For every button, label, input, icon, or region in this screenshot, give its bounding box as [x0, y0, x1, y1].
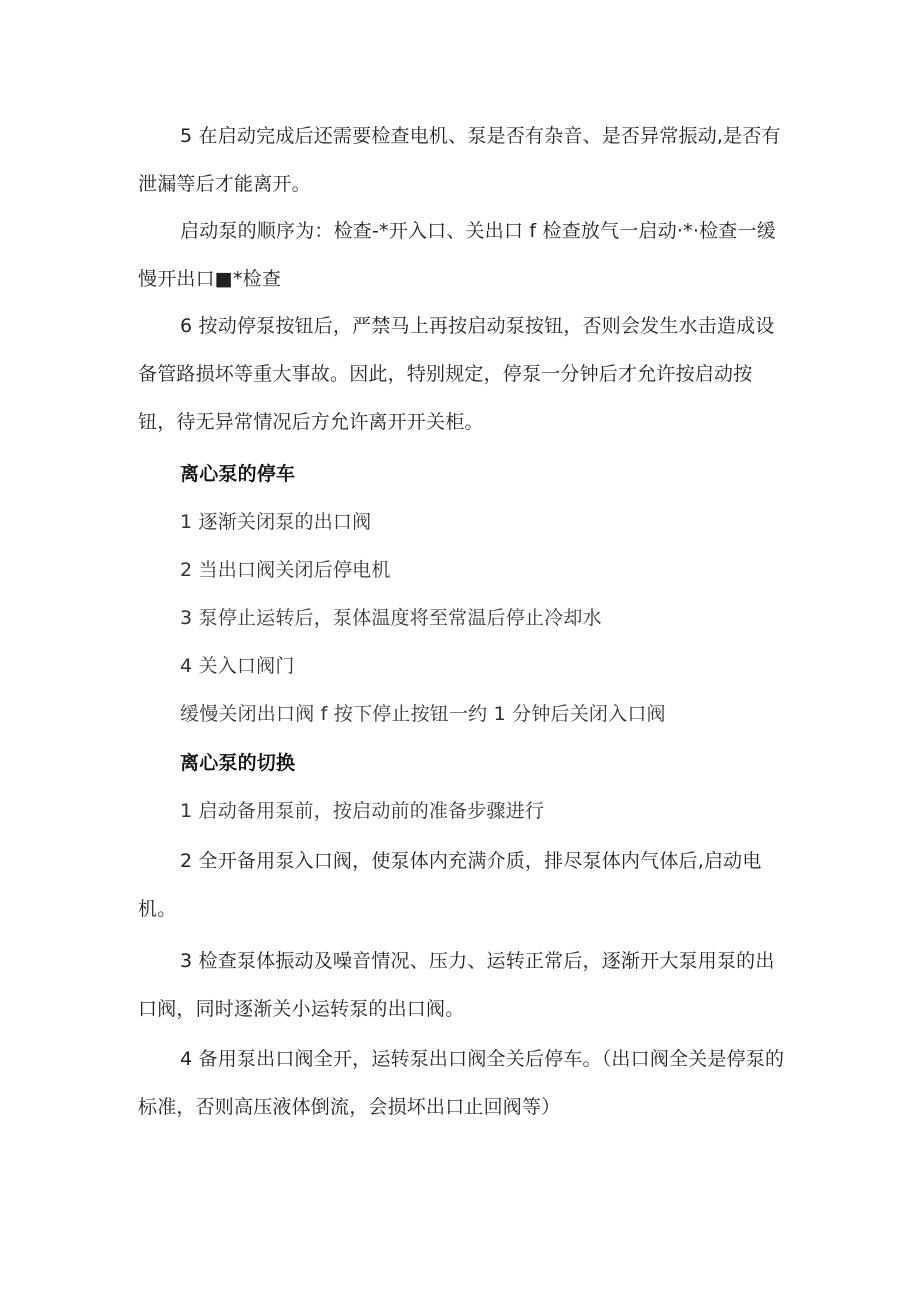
- switch-step-2: 2 全开备用泵入口阀，使泵体内充满介质，排尽泵体内气体后,启动电机。: [138, 850, 762, 920]
- stop-step-2: 2 当出口阀关闭后停电机: [180, 559, 391, 581]
- section-heading-stop: 离心泵的停车: [180, 463, 296, 485]
- paragraph-stop-warning: 6 按动停泵按钮后，严禁马上再按启动泵按钮，否则会发生水击造成设备管路损坏等重大事故。因此，特别规定，停泵一分钟后才允许按启动按钮，待无异常情况后方允许离开开关柜。: [138, 315, 775, 433]
- stop-step-3: 3 泵停止运转后，泵体温度将至常温后停止冷却水: [180, 607, 602, 629]
- paragraph-startup-check: 5 在启动完成后还需要检查电机、泵是否有杂音、是否异常振动,是否有泄漏等后才能离开。: [138, 125, 781, 195]
- switch-step-4: 4 备用泵出口阀全开，运转泵出口阀全关后停车。（出口阀全关是停泵的标准，否则高压液体倒流，会损坏出口止回阀等）: [138, 1048, 785, 1118]
- paragraph-startup-sequence: 启动泵的顺序为：检查-*开入口、关出口 f 检查放气一启动·*·检查一缓慢开出口■*检查: [138, 220, 776, 290]
- stop-summary: 缓慢关闭出口阀 f 按下停止按钮一约 1 分钟后关闭入口阀: [180, 703, 666, 725]
- stop-step-1: 1 逐渐关闭泵的出口阀: [180, 511, 372, 533]
- stop-step-4: 4 关入口阀门: [180, 655, 295, 677]
- switch-step-3: 3 检查泵体振动及噪音情况、压力、运转正常后，逐渐开大泵用泵的出口阀，同时逐渐关小运转泵的出口阀。: [138, 950, 775, 1020]
- section-heading-switch: 离心泵的切换: [180, 752, 296, 774]
- switch-step-1: 1 启动备用泵前，按启动前的准备步骤进行: [180, 800, 545, 822]
